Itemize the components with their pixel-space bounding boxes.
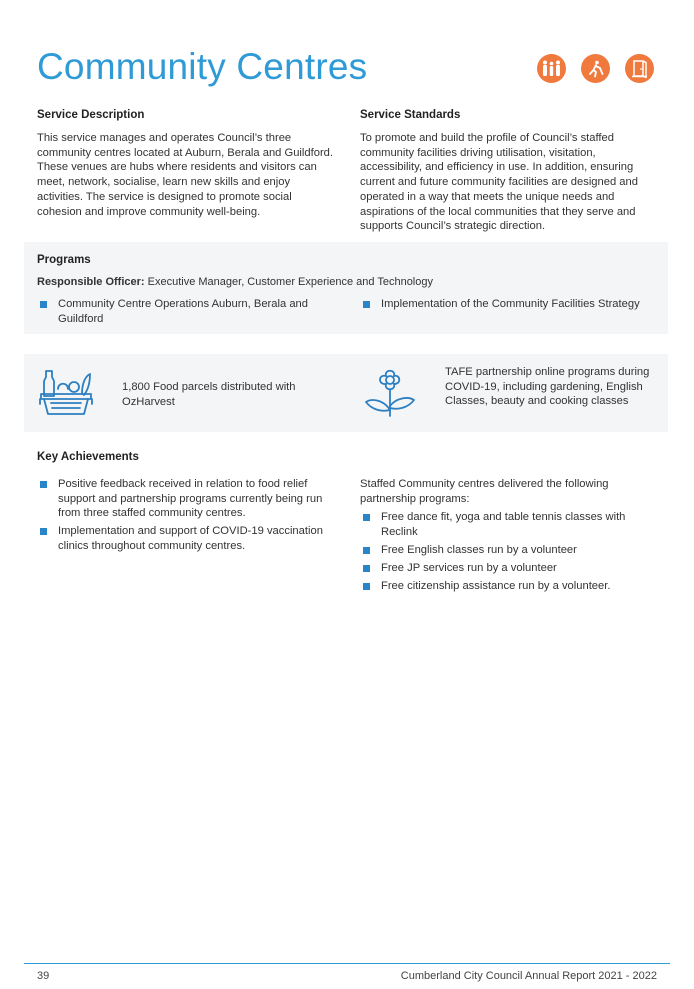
responsible-officer: [37, 275, 657, 290]
list-item: [37, 297, 337, 326]
bullet-square-icon: [363, 583, 370, 590]
list-item: [360, 297, 650, 312]
tafe-programs-text: TAFE partnership online programs during COVID-19, including gardening, English Classes, beauty and cooking classes: [445, 366, 650, 408]
achievements-left-list: [37, 477, 335, 557]
achievements-right-intro: Staffed Community centres delivered the following partnership programs:: [360, 478, 609, 505]
bullet-square-icon: [40, 528, 47, 535]
bullet-square-icon: [40, 481, 47, 488]
list-item-text: Implementation of the Community Facilities Strategy: [381, 298, 640, 310]
page-number: 39: [37, 970, 50, 982]
list-item: [360, 543, 650, 558]
bullet-square-icon: [363, 547, 370, 554]
service-standards-text: To promote and build the profile of Council’s staffed community facilities driving utilisation, visitation, accessibility, and efficiency in use. In addition, ensuring current and future community facilities are designed and operated in a way that meets the unique needs and aspirations of the local communities that they serve and supports Council’s strategic direction.: [360, 132, 638, 233]
service-description-text: This service manages and operates Council’s three community centres located at Auburn, Berala and Guildford. These venues are hubs where residents and visitors can meet, network, socialise, learn new skills and enjoy activities. The service is designed to promote social cohesion and improve community well-being.: [37, 132, 334, 218]
list-item: [37, 477, 335, 521]
page-title: Community Centres: [37, 46, 368, 87]
achievements-right-list: [360, 510, 650, 597]
responsible-officer-label: Responsible Officer:: [37, 276, 145, 288]
list-item-text: Free JP services run by a volunteer: [381, 561, 557, 574]
bullet-square-icon: [363, 514, 370, 521]
bullet-square-icon: [363, 301, 370, 308]
bullet-square-icon: [363, 565, 370, 572]
list-item: [37, 524, 335, 553]
programs-right-list: [360, 297, 650, 315]
responsible-officer-value: Executive Manager, Customer Experience and Technology: [144, 276, 433, 288]
programs-heading: Programs: [37, 254, 91, 266]
sport-icon: [581, 54, 610, 83]
list-item-text: Positive feedback received in relation to food relief support and partnership programs currently being run from three staffed community centres.: [58, 478, 323, 520]
list-item: [360, 510, 650, 539]
service-description-heading: Service Description: [37, 109, 145, 121]
list-item-text: Implementation and support of COVID-19 vaccination clinics throughout community centres.: [58, 525, 323, 552]
key-achievements-heading: Key Achievements: [37, 451, 139, 463]
report-title: Cumberland City Council Annual Report 2021 - 2022: [400, 970, 657, 982]
list-item-text: Free citizenship assistance run by a volunteer.: [381, 580, 611, 593]
list-item-text: Free English classes run by a volunteer: [381, 543, 577, 556]
list-item: [360, 579, 650, 594]
list-item-text: Free dance fit, yoga and table tennis classes with Reclink: [381, 511, 626, 538]
list-item: [360, 561, 650, 576]
footer-divider: [24, 963, 670, 964]
food-basket-icon: [38, 368, 94, 423]
flower-icon: [362, 366, 418, 423]
service-standards-heading: Service Standards: [360, 109, 461, 121]
venue-door-icon: [625, 54, 654, 83]
family-icon: [537, 54, 566, 83]
list-item-text: Community Centre Operations Auburn, Berala and Guildford: [58, 298, 308, 325]
title-icons: [537, 54, 654, 83]
food-parcels-text: 1,800 Food parcels distributed with OzHarvest: [122, 381, 296, 408]
bullet-square-icon: [40, 301, 47, 308]
programs-left-list: [37, 297, 337, 330]
